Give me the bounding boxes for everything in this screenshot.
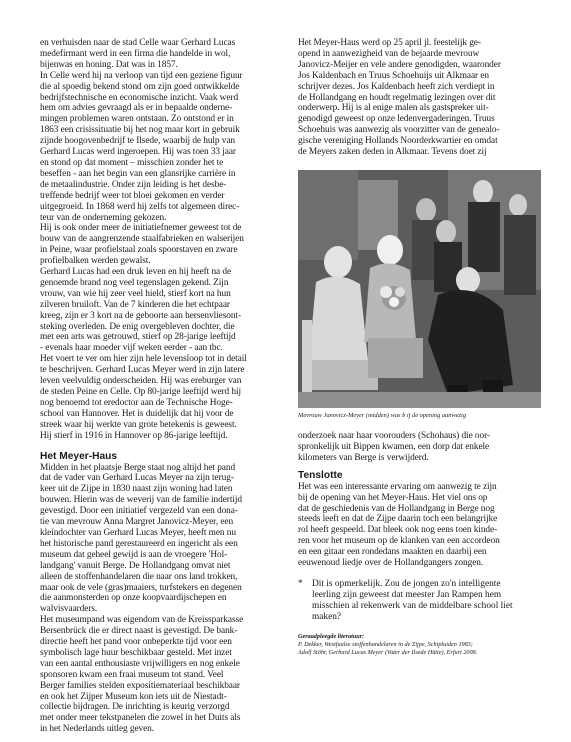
- text-line: met een arts was getrouwd, stierf op 28-jarige leeftijd: [40, 332, 236, 343]
- text-line: maar ook de vele (gras)maaiers, turfstekers en degenen: [40, 582, 242, 593]
- text-line: walvisvaarders.: [40, 604, 98, 615]
- footnote-line: maken?: [312, 611, 342, 622]
- opening-text: [298, 38, 545, 158]
- text-line: collectie bijdragen. De inrichting is keurig verzorgd: [40, 702, 230, 713]
- text-line: en een gitaar een rondedans maakten en daarbij een: [298, 547, 487, 558]
- footnote-line: misschien al rekenwerk van de middelbare school liet: [312, 600, 513, 611]
- text-line: Het museumpand was eigendom van de Kreissparkasse: [40, 615, 244, 626]
- text-line: bouwen. Hierin was de weverij van de familie indertijd: [40, 495, 242, 506]
- text-line: keer uit de Zijpe in 1830 naast zijn woning had laten: [40, 484, 233, 495]
- text-line: en verhuisden naar de stad Celle waar Gerhard Lucas: [40, 38, 236, 48]
- text-line: Jos Kaldenbach en Truus Schoehuijs uit Alkmaar en: [298, 70, 489, 81]
- text-line: te beschrijven. Gerhard Lucas Meyer werd in zijn latere: [40, 365, 245, 376]
- text-line: die aanmonsterden op onze koopvaardijschepen en: [40, 593, 227, 604]
- biography-text: [40, 38, 289, 442]
- text-line: genodigd geweest op onze ledenvergaderingen. Truus: [298, 114, 495, 125]
- text-line: dat de geschiedenis van de Hollandgang in Berge nog: [298, 503, 495, 514]
- text-line: profielbalken werden gewalst.: [40, 256, 151, 267]
- footnote-mark: *: [298, 578, 303, 589]
- text-line: de Meyers zaken deden in Alkmaar. Tevens doet zij: [298, 147, 487, 158]
- section-heading-tenslotte: Tenslotte: [298, 469, 343, 481]
- text-line: Het was een interessante ervaring om aanwezig te zijn: [298, 481, 497, 492]
- text-line: beseffen - aan het begin van een glansrijke carrière in: [40, 168, 236, 179]
- text-line: dat de vader van Gerhard Lucas Meyer na zijn terug-: [40, 473, 234, 484]
- text-line: onderzoek naar haar voorouders (Schohaus) die oor-: [298, 430, 490, 441]
- text-line: leven veelvuldig onderscheiden. Hij was ereburger van: [40, 376, 242, 387]
- text-line: in Peine, waar profielstaal zoals spoorstaven en zware: [40, 245, 238, 256]
- reference-item: Adolf Stöhr, Gerhard Lucas Meyer (Vater der Ilsede Hütte), Erfurt 2008.: [298, 649, 478, 657]
- text-line: mingen problemen waren ontstaan. Zo ontstond er in: [40, 114, 234, 125]
- text-line: alleen de stoffenhandelaren die naar ons land trokken,: [40, 571, 238, 582]
- photo-illustration: [298, 170, 541, 408]
- text-line: sponsoren kwam een fraai museum tot stand. Veel: [40, 669, 224, 680]
- footnote-line: leerling zijn geweest dat meester Jan Rampen hem: [312, 589, 502, 600]
- text-line: de steden Peine en Celle. Op 80-jarige leeftijd werd hij: [40, 387, 242, 397]
- text-line: directie heeft het pand voor onbeperkte tijd voor een: [40, 637, 232, 648]
- text-line: bij de opening van het Meyer-Haus. Het viel ons op: [298, 492, 488, 503]
- photo-caption: Mevrouw Janovicz-Meyer (midden) was b ij de opening aanwezig: [298, 411, 467, 419]
- text-line: teur van de onderneming gekozen.: [40, 212, 167, 223]
- text-line: bedrijfstechnische en economische inzicht. Vaak werd: [40, 92, 239, 103]
- text-line: eeuwenoud liedje over de Hollandgangers zongen.: [298, 558, 484, 569]
- text-line: Gerhard Lucas werd ingeroepen. Hij was toen 33 jaar: [40, 147, 236, 158]
- text-line: nog benoemd tot eredoctor aan de Technische Hoge-: [40, 397, 233, 408]
- text-line: symbolisch lage huur beschikbaar gesteld. Met inzet: [40, 647, 232, 658]
- text-line: en stond op dat moment – misschien zonder het te: [40, 157, 224, 168]
- text-line: genoemde brand nog veel tegenslagen gekend. Zijn: [40, 277, 229, 288]
- text-line: rol heeft gespeeld. Dat bleek ook nog eens toen kinde-: [298, 525, 498, 536]
- text-line: van een aantal enthousiaste vrijwilligers en nog enkele: [40, 658, 240, 669]
- text-line: steking overleden. De enig overgebleven dochter, die: [40, 321, 235, 332]
- text-line: medefirmant werd in een firma die handelde in wol,: [40, 48, 231, 59]
- text-line: Hij is ook onder meer de initiatiefnemer geweest tot de: [40, 223, 242, 234]
- text-line: schrijver dezes. Jos Kaldenbach heeft zich verdiept in: [298, 81, 495, 92]
- text-line: Hij stierf in 1916 in Hannover op 86-jarige leeftijd.: [40, 430, 228, 441]
- text-line: ren voor het museum op de klanken van een accordeon: [298, 536, 500, 547]
- text-line: museum dat geheel gewijd is aan de vroegere 'Hol-: [40, 549, 228, 560]
- text-line: vrouw, van wie hij zeer veel hield, stierf kort na hun: [40, 288, 231, 299]
- text-line: met onder meer tekstpanelen die zowel in het Duits als: [40, 713, 241, 724]
- text-line: spronkelijk uit Bippen kwamen, een dorp dat enkele: [298, 441, 490, 452]
- text-line: landgang' vanuit Berge. De Hollandgang omvat niet: [40, 560, 231, 571]
- text-line: bijenwas en honing. Dat was in 1857.: [40, 59, 178, 70]
- text-line: het historische pand gerestaureerd en ingericht als een: [40, 538, 238, 549]
- text-line: kreeg, zijn er 3 kort na de geboorte aan hersenvliesont-: [40, 310, 242, 321]
- text-line: in het Nederlands uitleg geven.: [40, 724, 155, 735]
- text-line: streek waar hij werkte van grote betekenis is geweest.: [40, 419, 237, 430]
- schohaus-text: [298, 431, 545, 464]
- text-line: treffende bedrijf weer tot bloei gekomen en verder: [40, 190, 225, 201]
- opening-photo: [298, 170, 541, 408]
- text-line: Gerhard Lucas had een druk leven en hij heeft na de: [40, 267, 232, 278]
- text-line: tie van mevrouw Anna Margret Janovicz-Meyer, een: [40, 517, 234, 528]
- references-title: Geraadpleegde literatuur:: [298, 632, 365, 640]
- left-column: [40, 38, 289, 735]
- text-line: Bersenbrück die er direct naast is gevestigd. De bank-: [40, 626, 238, 637]
- footnote-text: [312, 579, 513, 623]
- reference-item: P. Dekker, Westfaalse stoffenhandelaren in de Zijpe, Schipluiden 1983;: [298, 640, 473, 648]
- text-line: zilveren bruiloft. Van de 7 kinderen die het echtpaar: [40, 299, 230, 310]
- text-line: hem om advies gevraagd als er in bepaalde onderne-: [40, 103, 233, 114]
- text-line: gevestigd. Door een initiatief vergezeld van een dona-: [40, 506, 238, 517]
- meyer-haus-text: [40, 463, 289, 736]
- footnote: [298, 579, 545, 623]
- right-column: [298, 38, 545, 658]
- section-heading-meyer-haus: Het Meyer-Haus: [40, 450, 117, 462]
- tenslotte-text: [298, 482, 545, 569]
- text-line: gische vereniging Hollands Noorderkwartier en omdat: [298, 136, 498, 147]
- text-line: de metaalindustrie. Onder zijn leiding is het desbe-: [40, 179, 227, 190]
- text-line: Schoehuis was aanwezig als voorzitter van de genealo-: [298, 125, 500, 136]
- text-line: uitgegroeid. In 1868 werd hij zelfs tot algemeen direc-: [40, 201, 240, 212]
- text-line: kleindochter van Gerhard Lucas Meyer, heeft men nu: [40, 527, 236, 538]
- footnote-line: Dit is opmerkelijk. Zou de jongen zo'n intelligente: [312, 578, 501, 589]
- text-line: kilometers van Berge is verwijderd.: [298, 452, 429, 463]
- text-line: 1863 een crisissituatie bij het nog maar kort in gebruik: [40, 125, 240, 136]
- text-line: school van Hannover. Het is duidelijk dat hij voor de: [40, 408, 234, 419]
- text-line: Midden in het plaatsje Berge staat nog altijd het pand: [40, 462, 236, 473]
- text-line: opend in aanwezigheid van de bejaarde mevrouw: [298, 48, 480, 59]
- text-line: de Hollandgang en houdt regelmatig lezingen over dit: [298, 92, 496, 103]
- text-line: - evenals haar moeder vijf weken eerder - aan tbc.: [40, 343, 223, 354]
- text-line: steeds leeft en dat de Zijpe daarin toch een belangrijke: [298, 514, 498, 525]
- text-line: Janovicz-Meijer en vele andere genodigden, waaronder: [298, 59, 501, 70]
- text-line: bouw van de aangrenzende staalfabrieken en walserijen: [40, 234, 244, 245]
- text-line: en ook het Zijper Museum kon iets uit de Niestadt-: [40, 691, 227, 702]
- references-list: [298, 641, 545, 658]
- text-line: Het Meyer-Haus werd op 25 april jl. feestelijk ge-: [298, 38, 481, 48]
- text-line: Het voert te ver om hier zijn hele levensloop tot in detail: [40, 354, 247, 365]
- text-line: zijnde hoogovenbedrijf te Ilsede, waarbij de hulp van: [40, 136, 236, 147]
- text-line: In Celle werd hij na verloop van tijd een geziene figuur: [40, 70, 243, 81]
- text-line: die al spoedig bekend stond om zijn goed ontwikkelde: [40, 81, 240, 92]
- text-line: Berger families stelden expositiemateriaal beschikbaar: [40, 680, 240, 691]
- text-line: onderwerp. Hij is al enige malen als gastspreker uit-: [298, 103, 489, 114]
